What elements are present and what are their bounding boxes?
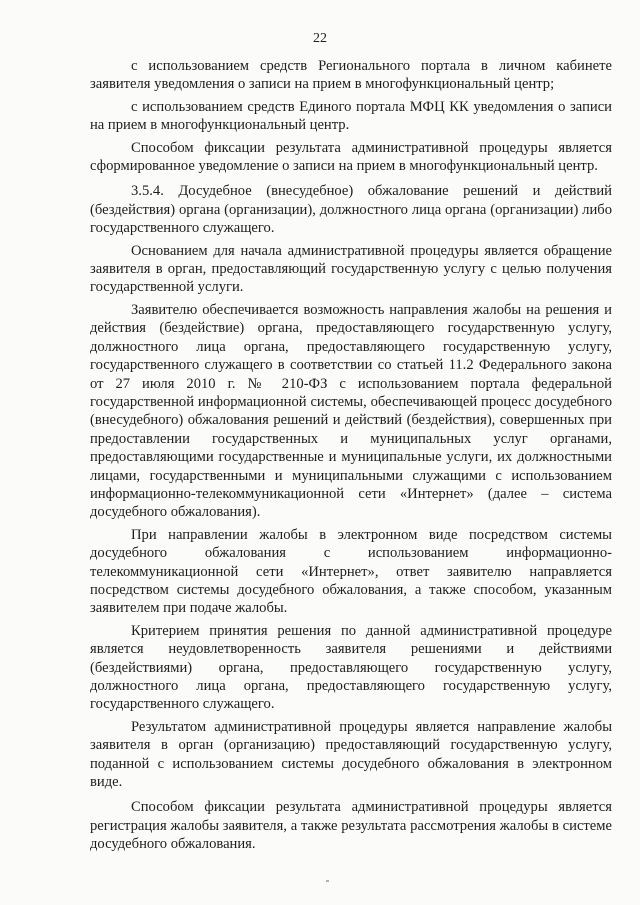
paragraph-fixation-method-1: Способом фиксации результата административной процедуры является сформированное уведомление о записи на прием в многофункциональный центр. <box>90 139 612 175</box>
paragraph-complaint-possibility: Заявителю обеспечивается возможность направления жалобы на решения и действия (бездействие) органа, предоставляющего государственную услугу, должностного лица органа, предоставляющего государственную услугу, государственного служащего в соответствии со статьей 11.2 Федерального закона от 27 июля 2010 г. № 210-ФЗ с использованием портала федеральной государственной информационной системы, обеспечивающей процесс досудебного (внесудебного) обжалования решений и действий (бездействия), совершенных при предоставлении государственных и муниципальных услуг органами, предоставляющими государственные и муниципальные услуги, их должностными лицами, государственными и муниципальными служащими с использованием информационно-телекоммуникационной сети «Интернет» (далее – система досудебного обжалования). <box>90 301 612 521</box>
document-body <box>90 57 612 854</box>
paragraph-decision-criterion: Критерием принятия решения по данной административной процедуре является неудовлетворенность заявителя решениями и действиями (бездействиями) органа, предоставляющего государственную услугу, должностного лица органа, предоставляющего государственную услугу, государственного служащего. <box>90 622 612 713</box>
paragraph-regional-portal: с использованием средств Регионального портала в личном кабинете заявителя уведомления о записи на прием в многофункциональный центр; <box>90 58 612 93</box>
paragraph-basis: Основанием для начала административной процедуры является обращение заявителя в орган, предоставляющий государственную услугу с целью получения государственной услуги. <box>90 242 612 296</box>
paragraph-section-3-5-4: 3.5.4. Досудебное (внесудебное) обжалование решений и действий (бездействия) органа (организации), должностного лица органа (организации) либо государственного служащего. <box>90 183 612 237</box>
paragraph-unified-portal: с использованием средств Единого портала МФЦ КК уведомления о записи на прием в многофункциональный центр. <box>90 98 612 134</box>
paragraph-result: Результатом административной процедуры является направление жалобы заявителя в орган (организацию) предоставляющий государственную услугу, поданной с использованием системы досудебного обжалования в электронном виде. <box>90 718 612 791</box>
scan-speck <box>326 880 329 882</box>
paragraph-electronic-complaint: При направлении жалобы в электронном виде посредством системы досудебного обжалования с использованием информационно-телекоммуникационной сети «Интернет», ответ заявителю направляется посредством системы досудебного обжалования, а также способом, указанным заявителем при подаче жалобы. <box>90 526 612 617</box>
page-number: 22 <box>313 31 327 46</box>
paragraph-fixation-method-2: Способом фиксации результата административной процедуры является регистрация жалобы заявителя, а также результата рассмотрения жалобы в системе досудебного обжалования. <box>90 799 612 853</box>
